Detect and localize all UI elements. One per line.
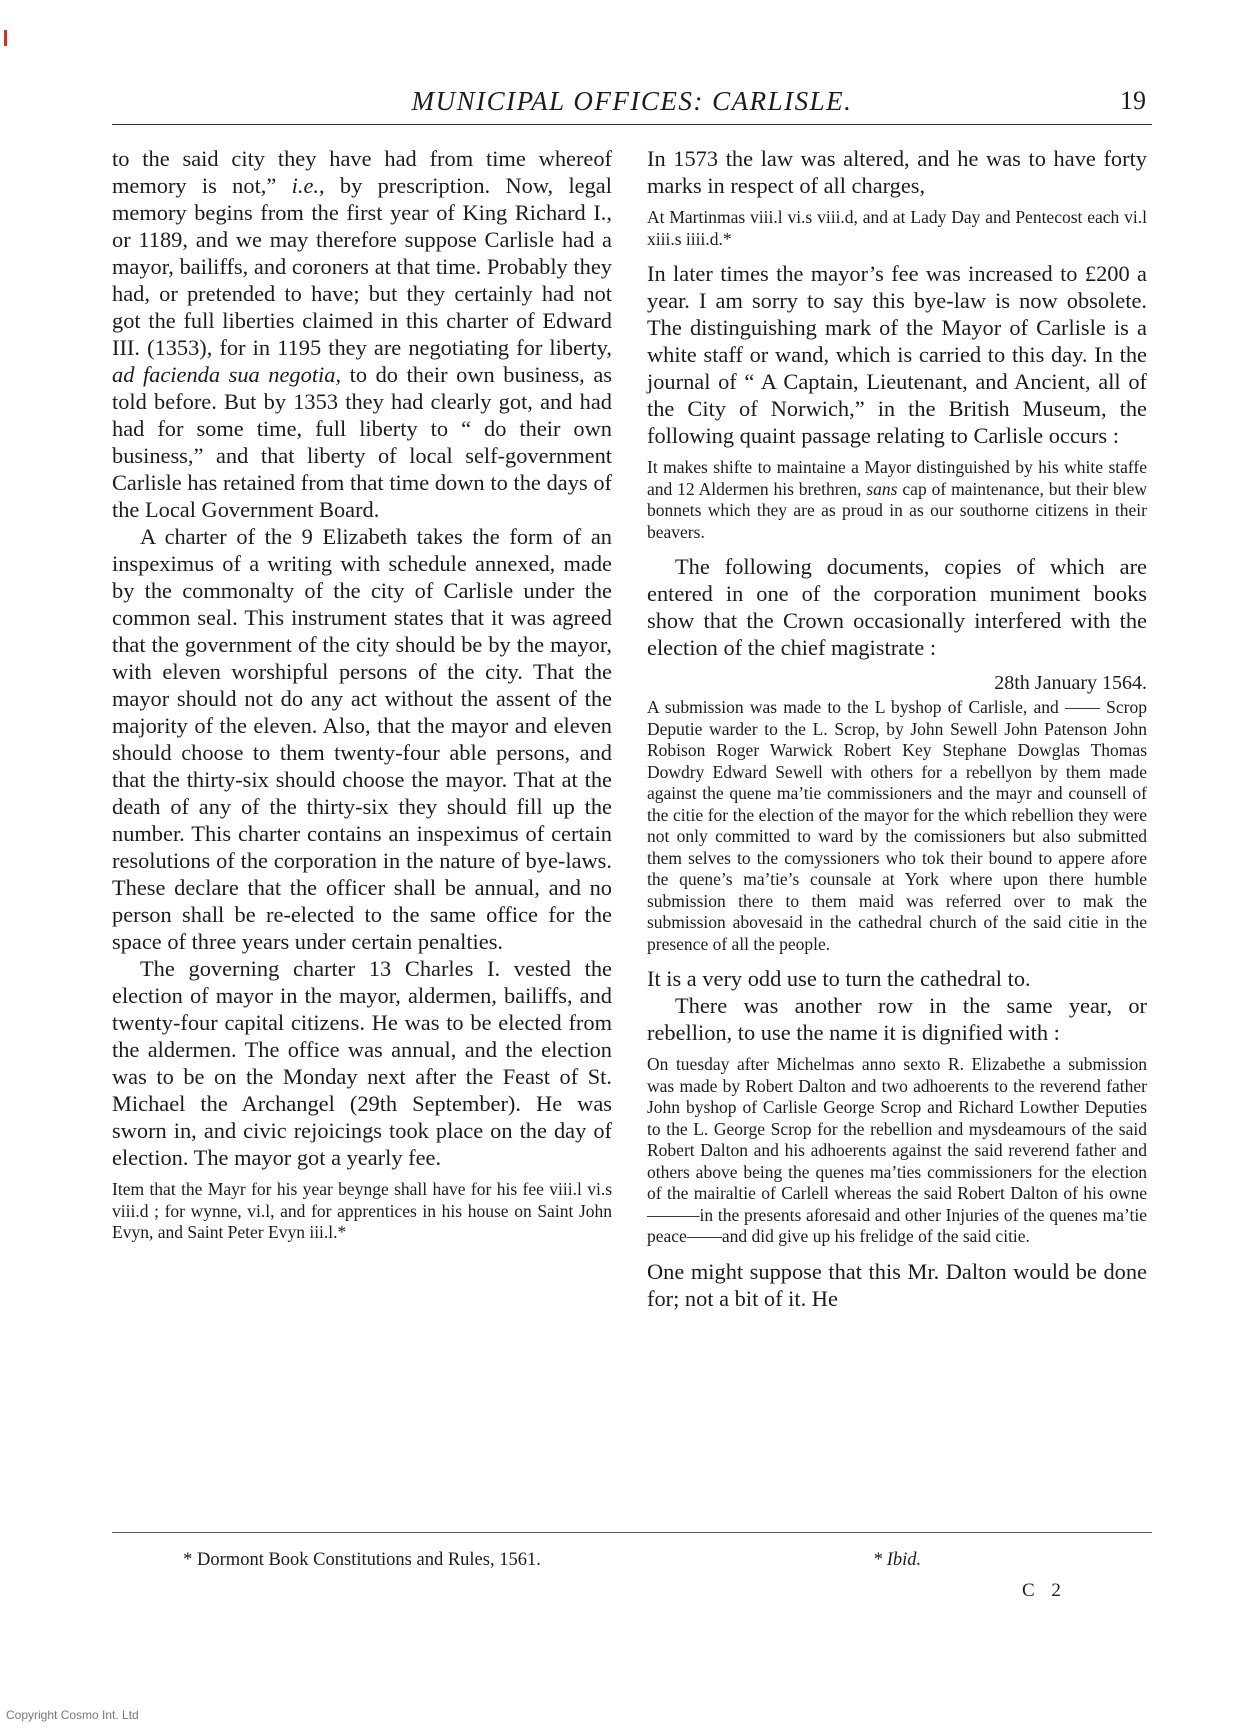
running-head — [112, 84, 1152, 125]
italic-run: sans — [866, 478, 898, 499]
text-run: , by prescription. Now, legal memory begins from the first year of King Richard I., or 1189, and we may therefore suppose Carlisle had a mayor, bailiffs, and coroners at that time. Probably they had, or pretended to have; but they certainly had not got the full liberties claimed in this charter of Edward III. (1353), for in 1195 they are negotiating for liberty, — [112, 173, 612, 360]
right-column — [647, 145, 1147, 1312]
right-quote-3: A submission was made to the L byshop of Carlisle, and —— Scrop Deputie warder to the L. Scrop, by John Sewell John Patenson John Robison Roger Warwick Robert Key Stephane Dowglas Thomas Dowdry Edward Sewell with others for a rebellyon by them made against the quene ma’tie commissioners and the mayr and counsell of the citie for the election of the mayor for the which rebellion they were not only committed to ward by the comissioners but also submitted them selves to the comyssioners who tok their bound to appere afore the quene’s ma’tie’s counsale at York where upon there humble submission there to them maid was referred over to mak the submission abovesaid in the cathedral church of the said citie in the presence of all the people. — [647, 697, 1147, 954]
copyright-notice: Copyright Cosmo Int. Ltd — [6, 1708, 139, 1722]
text-run: cap of maintenance, but their blew bonnets which they are as proud in as our southorne citizens in their beavers. — [647, 478, 1148, 542]
right-paragraph-4: It is a very odd use to turn the cathedral to. — [647, 966, 1031, 991]
footnote-right: * Ibid. — [872, 1550, 922, 1570]
footnote-left: * Dormont Book Constitutions and Rules, 1561. — [183, 1550, 541, 1570]
right-paragraph-3: The following documents, copies of which are entered in one of the corporation muniment books show that the Crown occasionally interfered with the election of the chief magistrate : — [647, 554, 1147, 660]
left-column — [112, 145, 612, 1254]
signature-mark: C 2 — [1022, 1580, 1067, 1601]
corner-mark — [4, 30, 7, 46]
footnote-rule — [112, 1532, 1152, 1533]
left-paragraph-2: A charter of the 9 Elizabeth takes the form of an inspeximus of a writing with schedule annexed, made by the commonalty of the city of Carlisle under the common seal. This instrument states that it was agreed that the government of the city should be by the mayor, with eleven worshipful persons of the city. That the mayor should not do any act without the assent of the majority of the eleven. Also, that the mayor and eleven should choose to them twenty-four able persons, and that the thirty-six should choose the mayor. That at the death of any of the thirty-six they should fill up the number. This charter contains an inspeximus of certain resolutions of the corporation in the nature of bye-laws. These declare that the officer shall be annual, and no person shall be re-elected to the same office for the space of three years under certain penalties. — [112, 524, 612, 954]
italic-run: ad facienda sua negotia — [112, 362, 336, 387]
page-number: 19 — [1120, 86, 1146, 115]
right-paragraph-2: In later times the mayor’s fee was increased to £200 a year. I am sorry to say this bye-law is now obsolete. The distinguishing mark of the Mayor of Carlisle is a white staff or wand, which is carried to this day. In the journal of “ A Captain, Lieutenant, and Ancient, all of the City of Norwich,” in the British Museum, the following quaint passage relating to Carlisle occurs : — [647, 261, 1147, 448]
right-quote-2 — [647, 457, 1147, 543]
right-quote-4: On tuesday after Michelmas anno sexto R. Elizabethe a submission was made by Robert Dalton and two adhoerents to the reverend father John byshop of Carlisle George Scrop and Richard Lowther Deputies to the L. George Scrop for the rebellion and mysdeamours of the said Robert Dalton and his adhoerents against the said reverend father and others above being the quenes ma’ties commissioners for the election of the mairaltie of Carlell whereas the said Robert Dalton of his owne———in the presents aforesaid and other Injuries of the quenes ma’tie peace——and did give up his frelidge of the said citie. — [647, 1054, 1147, 1246]
right-paragraph-5: There was another row in the same year, or rebellion, to use the name it is dignified with : — [647, 993, 1147, 1045]
right-paragraph-6: One might suppose that this Mr. Dalton would be done for; not a bit of it. He — [647, 1258, 1147, 1311]
text-run: It makes shifte to maintaine a Mayor distinguished by his white staffe and 12 Aldermen his brethren, — [647, 457, 1147, 499]
running-title: MUNICIPAL OFFICES: CARLISLE. — [411, 86, 853, 116]
italic-run: i.e. — [291, 173, 319, 198]
text-run: to the said city they have had from time whereof memory is not,” — [112, 146, 612, 198]
right-quote-1: At Martinmas viii.l vi.s viii.d, and at Lady Day and Pentecost each vi.l xiii.s iiii.d.* — [647, 207, 1147, 249]
right-paragraph-1: In 1573 the law was altered, and he was to have forty marks in respect of all charges, — [647, 146, 1147, 198]
left-paragraph-3: The governing charter 13 Charles I. vested the election of mayor in the mayor, aldermen, bailiffs, and twenty-four capital citizens. He was to be elected from the aldermen. The office was annual, and the election was to be on the Monday next after the Feast of St. Michael the Archangel (29th September). He was sworn in, and civic rejoicings took place on the day of election. The mayor got a yearly fee. — [112, 956, 612, 1170]
dateline: 28th January 1564. — [994, 672, 1147, 694]
left-quote: Item that the Mayr for his year beynge shall have for his fee viii.l vi.s viii.d ; for wynne, vi.l, and for apprentices in his house on Saint John Evyn, and Saint Peter Evyn iii.l.* — [112, 1179, 612, 1242]
left-paragraph-1 — [112, 145, 612, 523]
text-run: , to do their own business, as told before. But by 1353 they had clearly got, and had had for some time, full liberty to “ do their own business,” and that liberty of local self-government Carlisle has retained from that time down to the days of the Local Government Board. — [112, 362, 612, 522]
